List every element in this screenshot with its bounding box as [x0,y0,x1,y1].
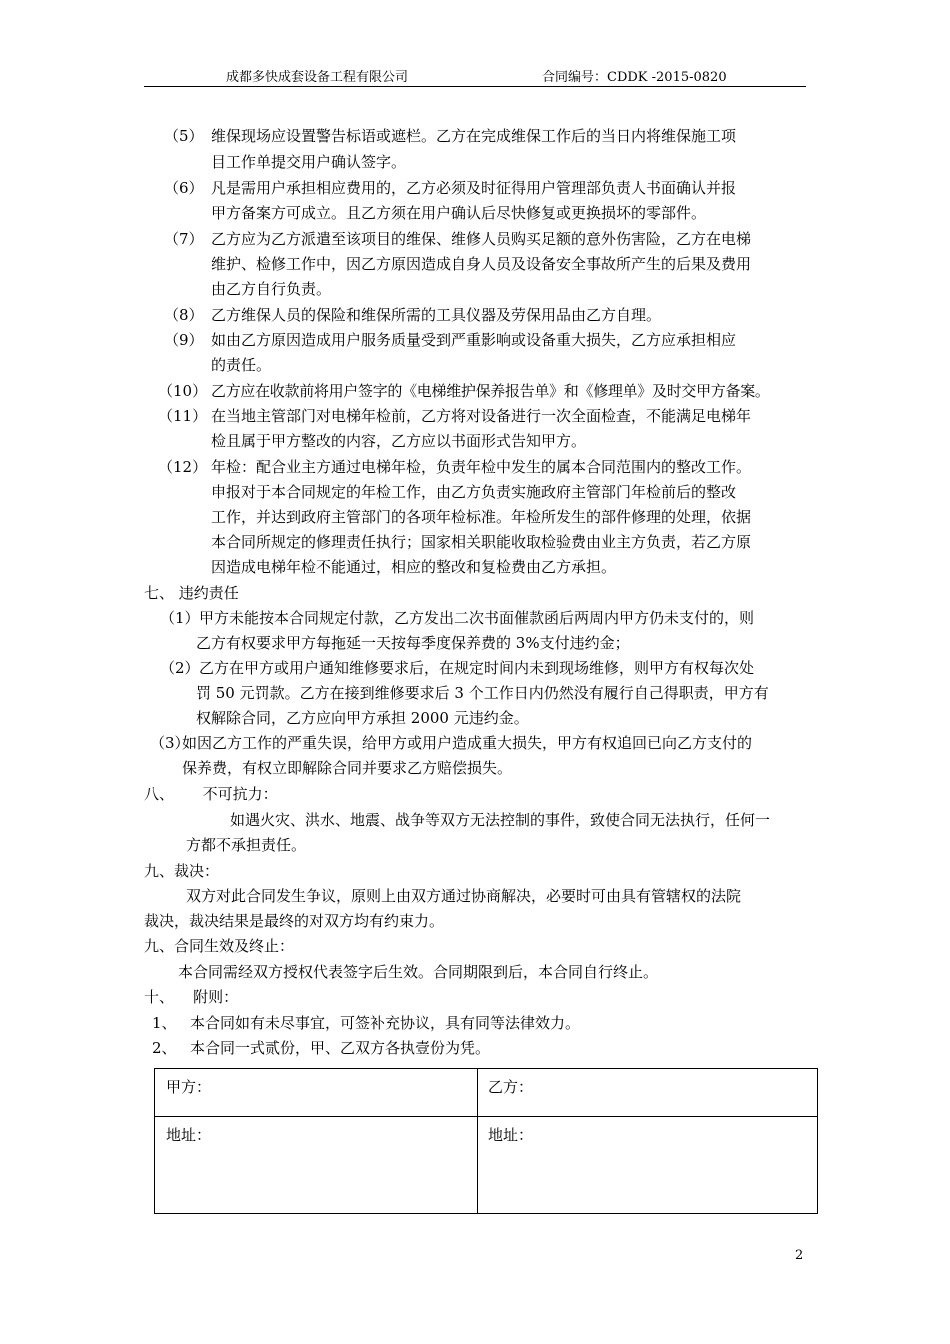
item-text: 乙方有权要求甲方每拖延一天按每季度保养费的 3%支付违约金； [196,634,630,652]
party-b-address-label: 地址： [488,1126,534,1144]
item-number: （3） [150,734,190,752]
paragraph-text: 本合同需经双方授权代表签字后生效。合同期限到后，本合同自行终止。 [178,963,659,981]
item-text: 工作，并达到政府主管部门的各项年检标准。年检所发生的部件修理的处理，依据 [211,508,752,526]
item-text: 由乙方自行负责。 [211,280,332,298]
section-heading: 九、裁决： [144,862,220,880]
item-text: 甲方备案方可成立。且乙方须在用户确认后尽快修复或更换损坏的零部件。 [211,204,707,222]
company-name: 成都多快成套设备工程有限公司 [226,70,409,85]
party-a-address-label: 地址： [166,1126,212,1144]
page-number: 2 [795,1248,804,1263]
paragraph-text: 裁决，裁决结果是最终的对双方均有约束力。 [144,912,445,930]
table-divider [477,1069,478,1213]
item-number: 1、 [152,1014,177,1032]
item-text: 甲方未能按本合同规定付款，乙方发出二次书面催款函后两周内甲方仍未支付的，则 [199,609,755,627]
section-heading: 九、合同生效及终止： [144,937,295,955]
section-heading: 十、 附则： [144,988,239,1006]
item-number: （1） [160,609,200,627]
item-text: 乙方维保人员的保险和维保所需的工具仪器及劳保用品由乙方自理。 [211,306,662,324]
item-number: （7） [164,230,204,248]
paragraph-text: 双方对此合同发生争议，原则上由双方通过协商解决，必要时可由具有管辖权的法院 [186,887,742,905]
item-text: 维护、检修工作中，因乙方原因造成自身人员及设备安全事故所产生的后果及费用 [211,255,752,273]
item-number: （12） [158,458,208,476]
table-divider [155,1116,817,1117]
item-text: 乙方应在收款前将用户签字的《电梯维护保养报告单》和《修理单》及时交甲方备案。 [211,382,770,400]
item-text: 申报对于本合同规定的年检工作，由乙方负责实施政府主管部门年检前后的整改 [211,483,737,501]
item-number: （10） [158,382,208,400]
item-text: 乙方在甲方或用户通知维修要求后，在规定时间内未到现场维修，则甲方有权每次处 [199,659,755,677]
item-number: （9） [164,331,204,349]
section-heading: 八、 不可抗力： [144,785,278,803]
item-text: 本合同所规定的修理责任执行；国家相关职能收取检验费由业主方负责，若乙方原 [211,533,752,551]
item-text: 本合同如有未尽事宜，可签补充协议，具有同等法律效力。 [190,1014,581,1032]
party-b-label: 乙方： [488,1078,534,1096]
page-header [144,64,806,87]
item-number: 2、 [152,1039,177,1057]
item-text: 乙方应为乙方派遣至该项目的维保、维修人员购买足额的意外伤害险，乙方在电梯 [211,230,752,248]
item-text: 年检：配合业主方通过电梯年检，负责年检中发生的属本合同范围内的整改工作。 [211,458,752,476]
party-a-label: 甲方： [166,1078,212,1096]
item-text: 如因乙方工作的严重失误，给甲方或用户造成重大损失，甲方有权追回已向乙方支付的 [182,734,753,752]
paragraph-text: 如遇火灾、洪水、地震、战争等双方无法控制的事件，致使合同无法执行，任何一 [230,811,771,829]
item-number: （5） [164,127,204,145]
item-text: 目工作单提交用户确认签字。 [211,153,407,171]
item-text: 因造成电梯年检不能通过，相应的整改和复检费由乙方承担。 [211,558,617,576]
paragraph-text: 方都不承担责任。 [186,836,307,854]
item-text: 保养费，有权立即解除合同并要求乙方赔偿损失。 [182,759,513,777]
item-number: （11） [158,407,208,425]
item-text: 罚 50 元罚款。乙方在接到维修要求后 3 个工作日内仍然没有履行自己得职责，甲方有 [196,684,769,702]
item-text: 的责任。 [211,356,272,374]
item-text: 本合同一式贰份，甲、乙双方各执壹份为凭。 [190,1039,491,1057]
item-number: （8） [164,306,204,324]
section-heading: 七、 违约责任 [144,584,239,602]
contract-number: 合同编号：CDDK -2015-0820 [542,70,727,85]
item-text: 在当地主管部门对电梯年检前，乙方将对设备进行一次全面检查，不能满足电梯年 [211,407,752,425]
item-text: 权解除合同，乙方应向甲方承担 2000 元违约金。 [196,709,529,727]
item-text: 检且属于甲方整改的内容，乙方应以书面形式告知甲方。 [211,432,587,450]
item-text: 维保现场应设置警告标语或遮栏。乙方在完成维保工作后的当日内将维保施工项 [211,127,737,145]
item-number: （2） [160,659,200,677]
item-text: 如由乙方原因造成用户服务质量受到严重影响或设备重大损失，乙方应承担相应 [211,331,737,349]
signature-table [154,1068,818,1214]
item-number: （6） [164,179,204,197]
item-text: 凡是需用户承担相应费用的，乙方必须及时征得用户管理部负责人书面确认并报 [211,179,737,197]
